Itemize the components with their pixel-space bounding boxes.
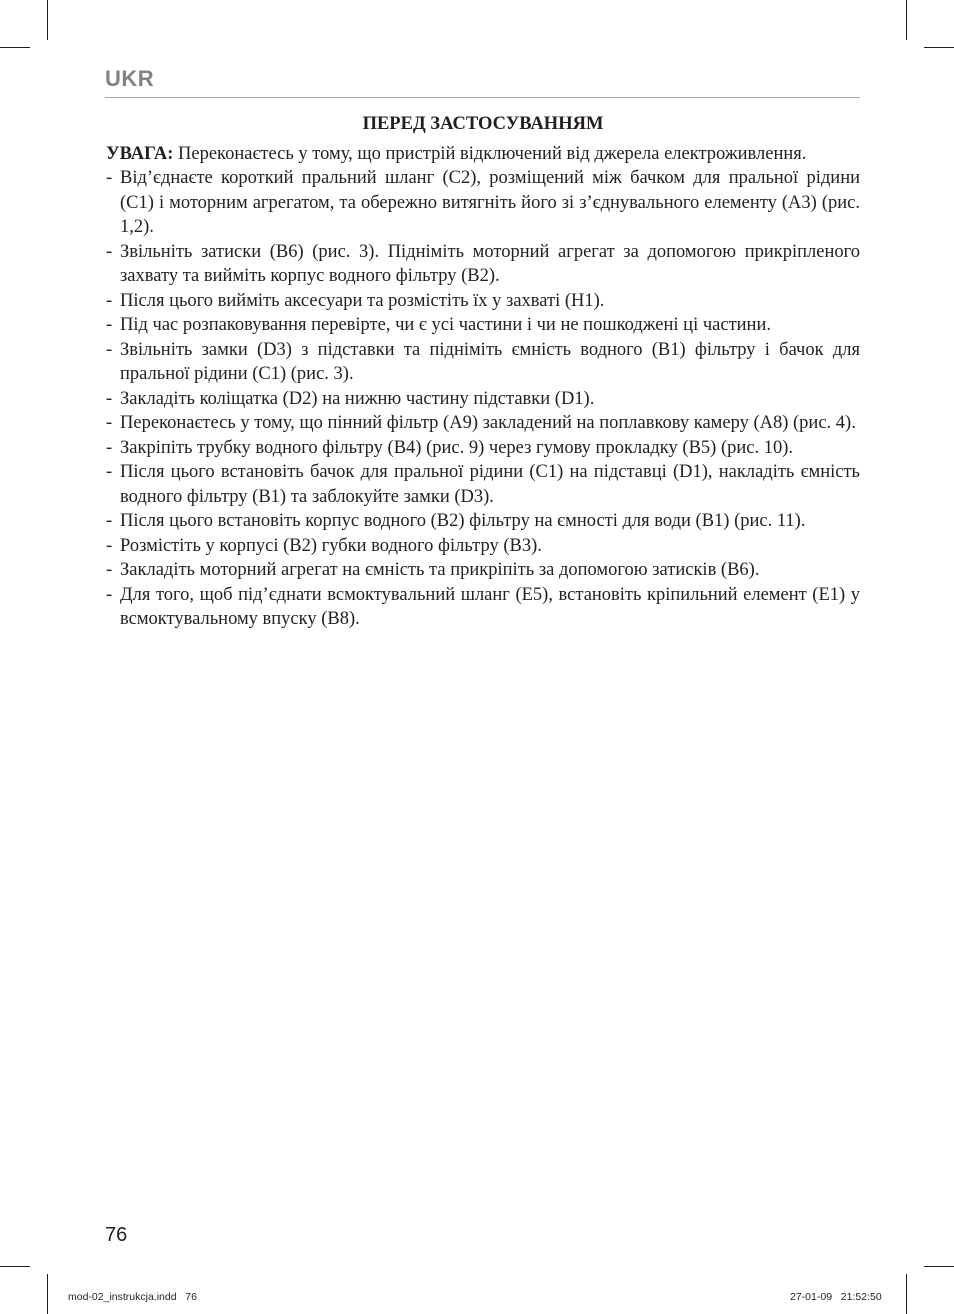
slug-file-name: mod-02_instrukcja.indd 76 — [68, 1291, 197, 1303]
list-item: - Розмістіть у корпусі (B2) губки водного фільтру (B3). — [106, 534, 860, 559]
slug-timestamp: 27-01-09 21:52:50 — [790, 1291, 882, 1303]
list-item: - Після цього встановіть бачок для пральної рідини (C1) на підставці (D1), накладіть ємність водного фільтру (B1) та заблокуйте замки (D3). — [106, 460, 860, 509]
section-title: ПЕРЕД ЗАСТОСУВАННЯМ — [362, 114, 604, 134]
warning-label: УВАГА: — [106, 143, 174, 164]
crop-mark-top-right — [906, 0, 907, 40]
list-item: - Від’єднаєте короткий пральний шланг (C2), розміщений між бачком для пральної рідини (C1) і моторним агрегатом, та обережно витягніть його зі з’єднувального елементу (A3) (рис. 1,2). — [106, 166, 860, 240]
crop-mark-bottom-left-h — [0, 1266, 30, 1267]
list-item: - Для того, щоб під’єднати всмоктувальний шланг (E5), встановіть кріпильний елемент (E1) у всмоктувальному впуску (B8). — [106, 583, 860, 632]
crop-mark-top-right-h — [924, 47, 954, 48]
instruction-list — [106, 166, 860, 632]
crop-mark-bottom-right — [906, 1274, 907, 1314]
document-body — [106, 112, 860, 632]
warning-paragraph — [106, 142, 860, 167]
list-item: - Звільніть затиски (B6) (рис. 3). Підніміть моторний агрегат за допомогою прикріпленого захвату та вийміть корпус водного фільтру (B2). — [106, 240, 860, 289]
list-item: - Звільніть замки (D3) з підставки та підніміть ємність водного (B1) фільтру і бачок для пральної рідини (C1) (рис. 3). — [106, 338, 860, 387]
header-rule — [105, 97, 860, 98]
crop-mark-top-left-h — [0, 47, 30, 48]
list-item: - Закладіть моторний агрегат на ємність та прикріпіть за допомогою затисків (B6). — [106, 558, 860, 583]
list-item: - Закріпіть трубку водного фільтру (B4) (рис. 9) через гумову прокладку (B5) (рис. 10). — [106, 436, 860, 461]
list-item: - Закладіть коліщатка (D2) на нижню частину підставки (D1). — [106, 387, 860, 412]
crop-mark-top-left — [47, 0, 48, 40]
crop-mark-bottom-left — [47, 1274, 48, 1314]
list-item: - Після цього вийміть аксесуари та розмістіть їх у захваті (H1). — [106, 289, 860, 314]
warning-text: Переконаєтесь у тому, що пристрій відключений від джерела електроживлення. — [173, 143, 807, 164]
page-number: 76 — [105, 1224, 128, 1246]
crop-mark-bottom-right-h — [924, 1266, 954, 1267]
language-label: UKR — [105, 66, 155, 91]
list-item: - Після цього встановіть корпус водного (B2) фільтру на ємності для води (B1) (рис. 11). — [106, 509, 860, 534]
list-item: - Переконаєтесь у тому, що пінний фільтр (A9) закладений на поплавкову камеру (A8) (рис. 4). — [106, 411, 860, 436]
list-item: - Під час розпаковування перевірте, чи є усі частини і чи не пошкоджені ці частини. — [106, 313, 860, 338]
